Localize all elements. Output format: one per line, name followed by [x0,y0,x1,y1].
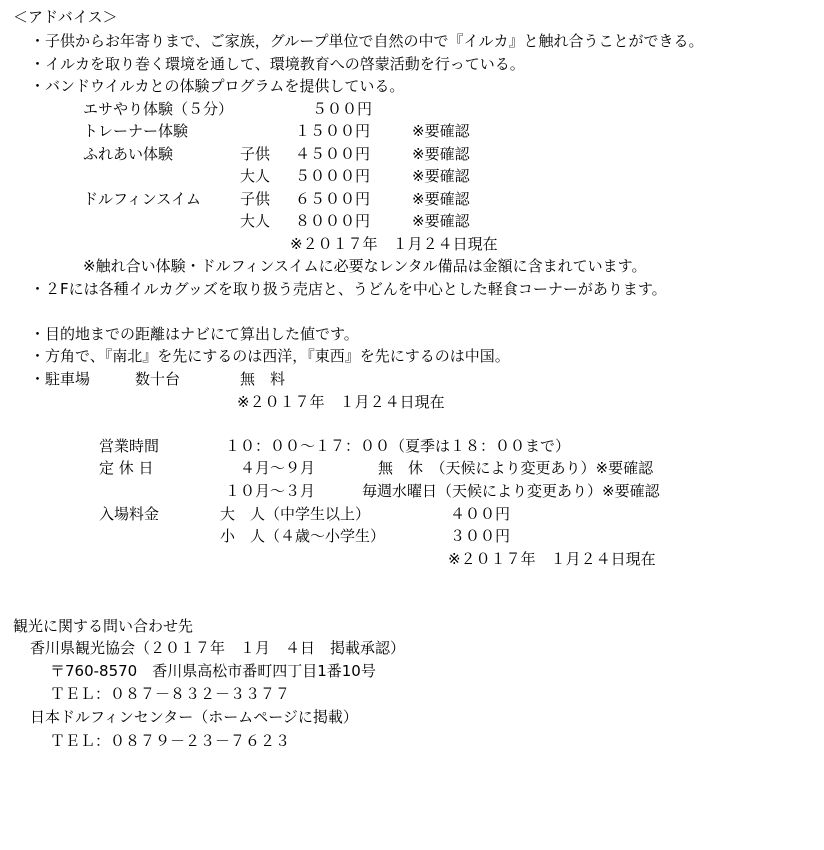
contact-heading: 観光に関する問い合わせ先 [13,617,194,635]
hours-closed-row1-value: 無 休 （天候により変更あり）※要確認 [378,459,654,477]
programs-as-of: ※２０１７年 １月２４日現在 [290,235,498,253]
program-fureai-child-price: ４５００円 [295,145,371,163]
advice-bullet-1: ・子供からお年寄りまで、ご家族，グループ単位で自然の中で『イルカ』と触れ合うことができる。 [30,32,704,50]
fee-as-of: ※２０１７年 １月２４日現在 [448,550,656,568]
advice-bullet-3: ・バンドウイルカとの体験プログラムを提供している。 [30,77,405,95]
program-fureai-adult-note: ※要確認 [412,167,470,185]
program-esa-price: ５００円 [312,100,373,118]
contact-address: 〒760-8570 香川県高松市番町四丁目1番10号 [50,662,376,680]
program-trainer-name: トレーナー体験 [83,122,189,140]
hours-closed-row2-value: 毎週水曜日（天候により変更あり）※要確認 [362,482,660,500]
program-fureai-child-note: ※要確認 [412,145,470,163]
program-swim-adult-note: ※要確認 [412,212,470,230]
program-fureai-name: ふれあい体験 [83,145,174,163]
parking-count: 数十台 [135,370,181,388]
fee-label: 入場料金 [99,505,160,523]
program-swim-child-price: ６５００円 [295,190,371,208]
hours-closed-row2-period: １０月～３月 [225,482,316,500]
fee-adult-price: ４００円 [450,505,511,523]
program-swim-child-note: ※要確認 [412,190,470,208]
parking-as-of: ※２０１７年 １月２４日現在 [237,393,445,411]
program-trainer-price: １５００円 [295,122,371,140]
hours-closed-label: 定 休 日 [99,459,154,477]
program-swim-adult-label: 大人 [240,212,271,230]
contact-tel-1: ＴＥＬ：０８７－８３２－３３７７ [50,685,291,703]
program-fureai-child-label: 子供 [240,145,271,163]
hours-open-label: 営業時間 [99,437,160,455]
advice-bullet-2: ・イルカを取り巻く環境を通して、環境教育への啓蒙活動を行っている。 [30,55,525,73]
fee-child-price: ３００円 [450,527,511,545]
programs-rental-note: ※触れ合い体験・ドルフィンスイムに必要なレンタル備品は金額に含まれています。 [83,257,647,275]
hours-closed-row1-period: ４月～９月 [240,459,316,477]
hours-open-value: １０：００～１７：００（夏季は１８：００まで） [225,437,571,455]
program-swim-name: ドルフィンスイム [83,190,202,208]
program-swim-child-label: 子供 [240,190,271,208]
program-swim-adult-price: ８０００円 [295,212,371,230]
programs-shop-note: ・２Fには各種イルカグッズを取り扱う売店と、うどんを中心とした軽食コーナーがあります。 [30,280,667,298]
fee-child: 小 人（４歳～小学生） [220,527,386,545]
fee-adult: 大 人（中学生以上） [220,505,371,523]
parking-fee: 無 料 [240,370,286,388]
note-direction: ・方角で、『南北』を先にするのは西洋，『東西』を先にするのは中国。 [30,347,510,365]
contact-org-1: 香川県観光協会（２０１７年 １月 ４日 掲載承認） [30,639,406,657]
note-distance: ・目的地までの距離はナビにて算出した値です。 [30,325,359,343]
program-fureai-adult-price: ５０００円 [295,167,371,185]
program-fureai-adult-label: 大人 [240,167,271,185]
program-trainer-note: ※要確認 [412,122,470,140]
program-esa-name: エサやり体験（５分） [83,100,234,118]
advice-heading: ＜アドバイス＞ [13,8,118,26]
contact-org-2: 日本ドルフィンセンター（ホームページに掲載） [30,708,358,726]
contact-tel-2: ＴＥＬ：０８７９－２３－７６２３ [50,732,291,750]
parking-label: ・駐車場 [30,370,91,388]
